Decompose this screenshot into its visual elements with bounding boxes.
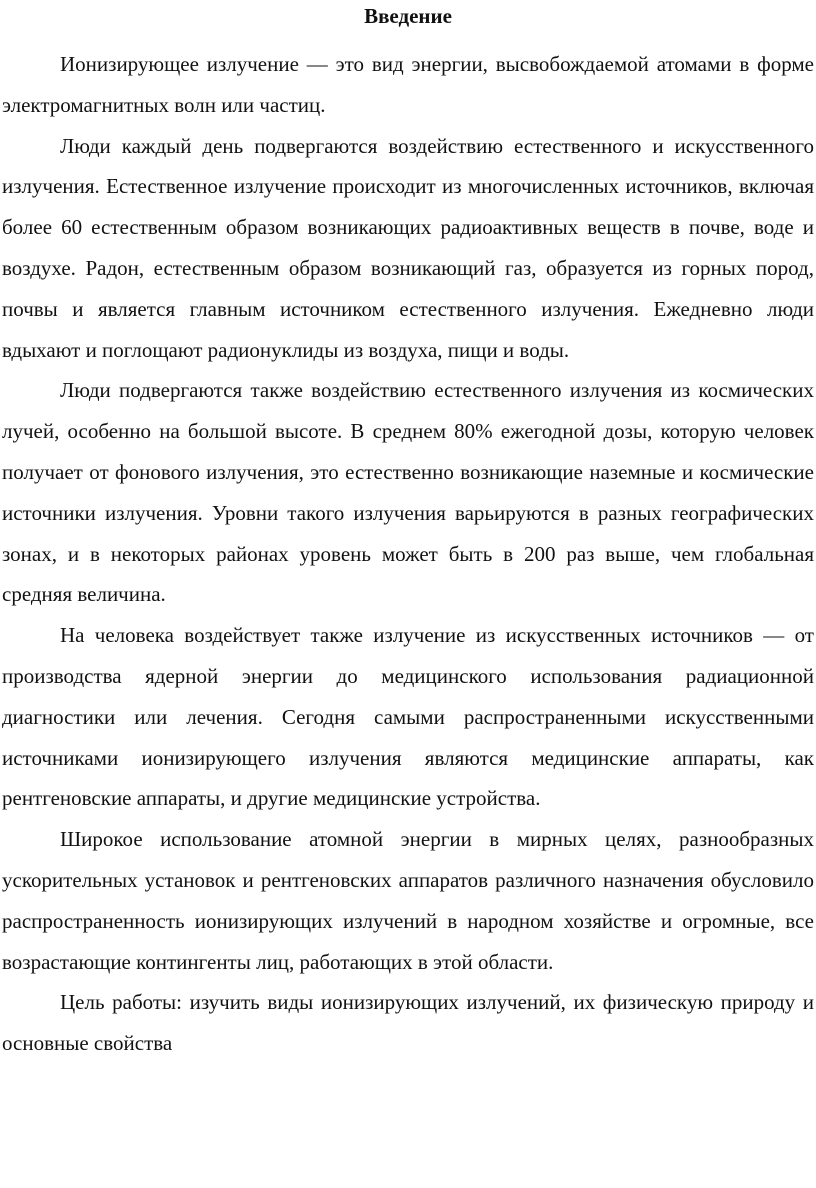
paragraph-natural-radiation: Люди каждый день подвергаются воздействию естественного и искусственного излучения. Естественное излучение происходит из многочисленных источников, включая более 60 естественным образом возникающих радиоактивных веществ в почве, воде и воздухе. Радон, естественным образом возникающий газ, образуется из горных пород, почвы и является главным источником естественного излучения. Ежедневно люди вдыхают и поглощают радионуклиды из воздуха, пищи и воды.	[2, 133, 814, 362]
document-body	[2, 44, 814, 1064]
paragraph-artificial-sources: На человека воздействует также излучение из искусственных источников — от производства ядерной энергии до медицинского использования радиационной диагностики или лечения. Сегодня самыми распространенными искусственными источниками ионизирующего излучения являются медицинские аппараты, как рентгеновские аппараты, и другие медицинские устройства.	[2, 623, 814, 811]
paragraph-goal: Цель работы: изучить виды ионизирующих излучений, их физическую природу и основные свойства	[2, 990, 814, 1056]
paragraph-cosmic-radiation: Люди подвергаются также воздействию естественного излучения из космических лучей, особенно на большой высоте. В среднем 80% ежегодной дозы, которую человек получает от фонового излучения, это естественно возникающие наземные и космические источники излучения. Уровни такого излучения варьируются в разных географических зонах, и в некоторых районах уровень может быть в 200 раз выше, чем глобальная средняя величина.	[2, 378, 814, 607]
paragraph-definition: Ионизирующее излучение — это вид энергии, высвобождаемой атомами в форме электромагнитных волн или частиц.	[2, 52, 814, 117]
document-title: Введение	[364, 4, 452, 28]
paragraph-usage: Широкое использование атомной энергии в мирных целях, разнообразных ускорительных установок и рентгеновских аппаратов различного назначения обусловило распространенность ионизирующих излучений в народном хозяйстве и огромные, все возрастающие контингенты лиц, работающих в этой области.	[2, 827, 814, 974]
